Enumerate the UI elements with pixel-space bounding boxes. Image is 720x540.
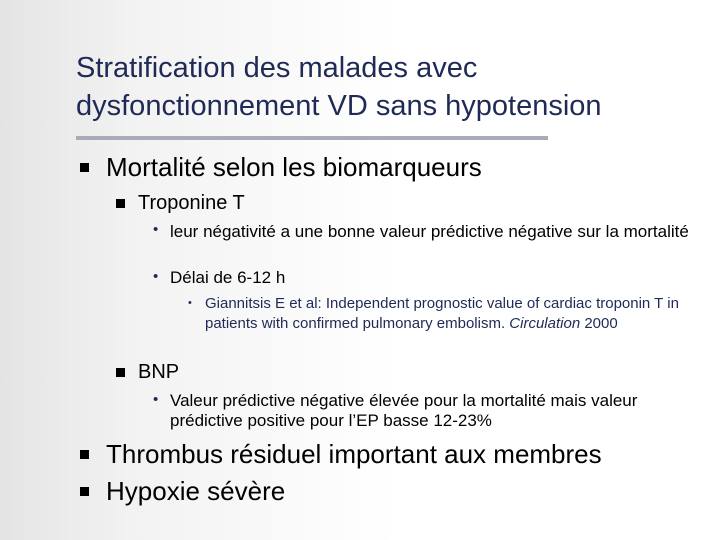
bullet-troponine: Troponine T — [138, 192, 245, 214]
square-bullet-icon — [80, 450, 89, 459]
bullet-thrombus: Thrombus résiduel important aux membres — [106, 439, 602, 469]
bullet-bnp: BNP — [138, 361, 180, 383]
square-bullet-icon — [116, 368, 125, 377]
reference-giannitsis — [205, 294, 695, 334]
bullet-mortalite: Mortalité selon les biomarqueurs — [106, 152, 482, 182]
bullet-valeur-predictive: Valeur prédictive négative élevée pour la mortalité mais valeur prédictive positive pour l’EP basse 12-23% — [170, 391, 638, 430]
reference-journal: Circulation — [509, 315, 581, 332]
dot-bullet-icon: • — [153, 221, 159, 238]
square-bullet-icon — [116, 199, 125, 208]
slide-title: Stratification des malades avec dysfonctionnement VD sans hypotension — [76, 52, 602, 122]
square-bullet-icon — [80, 487, 89, 496]
dot-bullet-icon: • — [188, 297, 192, 309]
title-underline — [76, 136, 548, 140]
bullet-hypoxie: Hypoxie sévère — [106, 476, 286, 506]
reference-year: 2000 — [580, 315, 618, 332]
dot-bullet-icon: • — [153, 391, 159, 408]
square-bullet-icon — [80, 163, 89, 172]
reference-text: Giannitsis E et al: Independent prognostic value of cardiac troponin T in patients with confirmed pulmonary embolism. — [205, 295, 679, 332]
bullet-delai: Délai de 6-12 h — [170, 268, 286, 287]
dot-bullet-icon: • — [153, 268, 159, 285]
bullet-negativite: leur négativité a une bonne valeur prédictive négative sur la mortalité — [170, 222, 689, 241]
